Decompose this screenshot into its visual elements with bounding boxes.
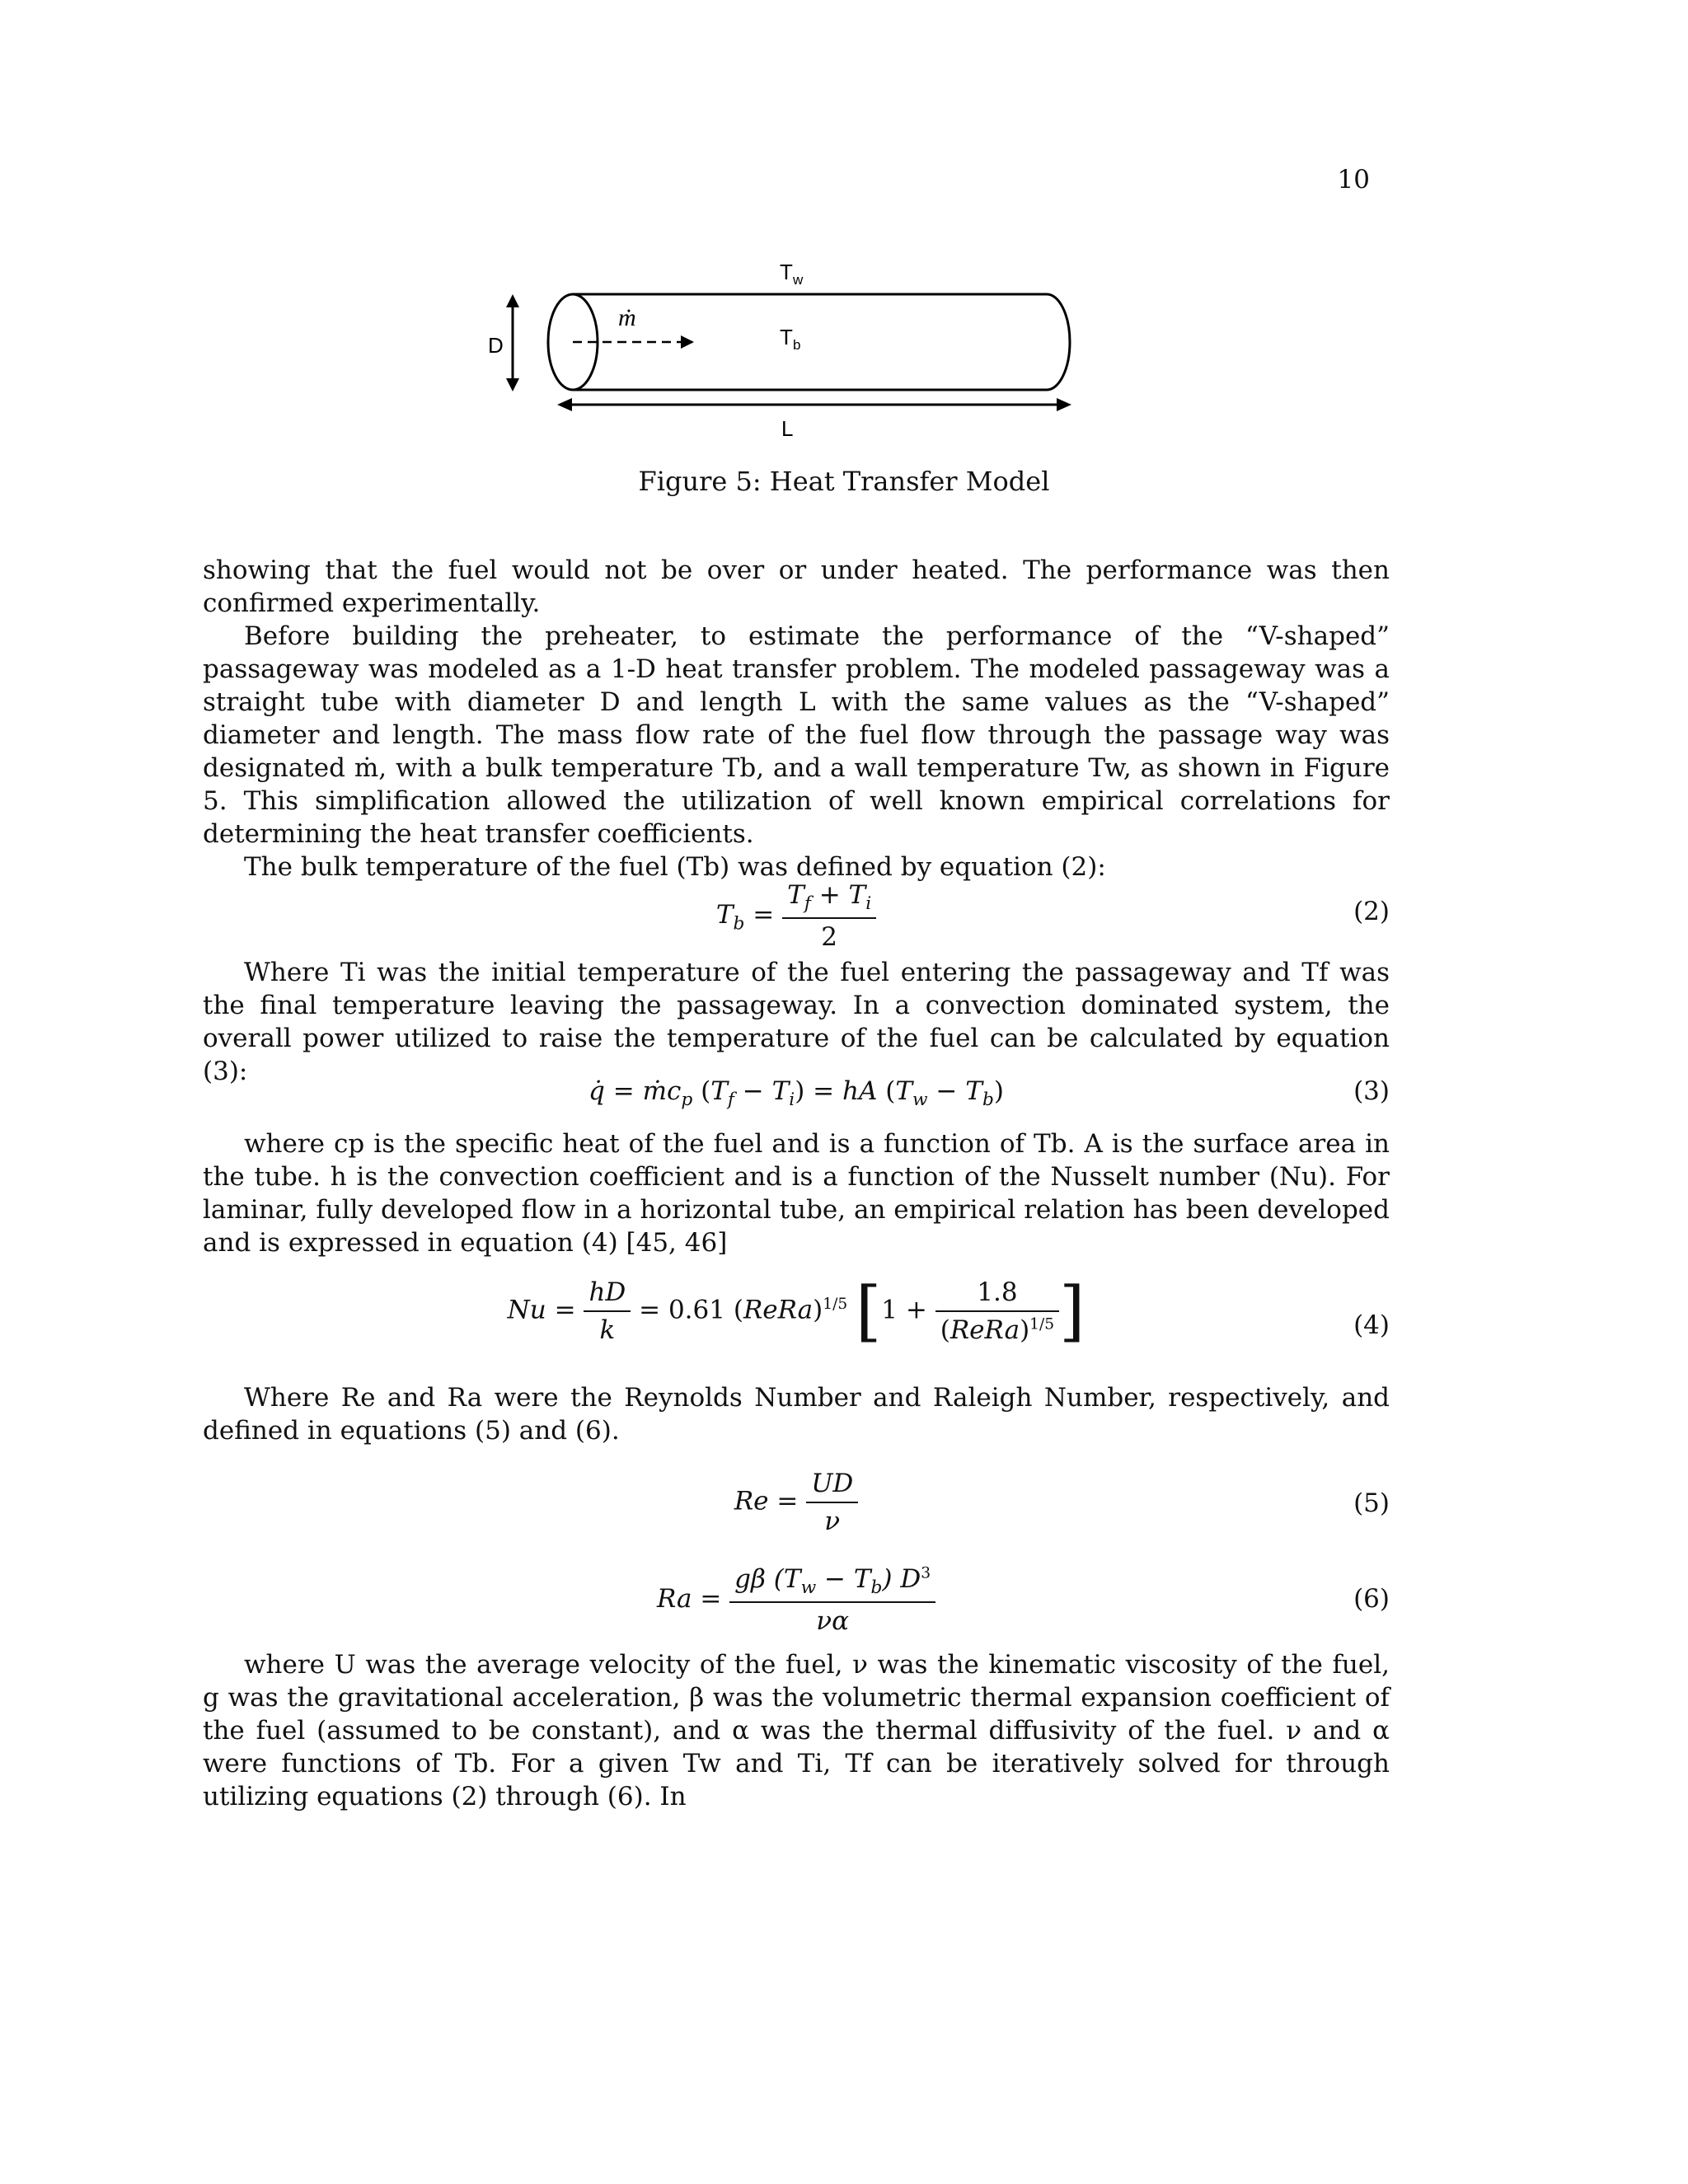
text-block-3 bbox=[203, 1127, 1390, 1259]
paragraph-4: Where Ti was the initial temperature of the fuel entering the passageway and Tf was the final temperature leaving the passageway. In a convection dominated system, the overall power utilized to raise the temperature of the fuel can be calculated by equation (3): bbox=[203, 958, 1390, 1086]
equation-2-number: (2) bbox=[1353, 897, 1390, 926]
mass-flow-arrowhead bbox=[681, 335, 694, 349]
equation-6-body: Ra = $\frac{g\beta (T_w - T_b) D^3}{\nu\alpha}$ bbox=[203, 1564, 1390, 1636]
equation-5-number: (5) bbox=[1353, 1488, 1390, 1518]
equation-5 bbox=[203, 1469, 1390, 1543]
page-number: 10 bbox=[1337, 165, 1370, 194]
text-block-4 bbox=[203, 1381, 1390, 1447]
bulk-temp-sub: b bbox=[793, 337, 801, 353]
diameter-arrowhead-bottom bbox=[506, 378, 519, 391]
equation-2-fraction: $\frac{T_f + T_i}{2}$ bbox=[782, 880, 876, 952]
equation-2 bbox=[203, 880, 1390, 953]
bulk-temp-label: T bbox=[780, 325, 793, 349]
equation-3-number: (3) bbox=[1353, 1076, 1390, 1106]
equation-5-body: Re = $\frac{UD}{\nu}$ bbox=[203, 1469, 1390, 1536]
equation-3-body: q̇ = ṁc$_p$ $(T_f - T_i)$ = hA $(T_w - T_b)$ bbox=[588, 1076, 1004, 1111]
paragraph-3: The bulk temperature of the fuel (Tb) was defined by equation (2): bbox=[244, 852, 1106, 882]
text-block-2 bbox=[203, 956, 1390, 1088]
text-block-1 bbox=[203, 554, 1390, 883]
diameter-arrowhead-top bbox=[506, 294, 519, 307]
equation-4-body: Nu = $\frac{hD}{k}$ = 0.61 (ReRa)$^{1/5}$ [1 + $\frac{1.8}{(ReRa)^{1/5}}$ ] bbox=[507, 1272, 1085, 1349]
paragraph-7: where U was the average velocity of the fuel, ν was the kinematic viscosity of the fuel, g was the gravitational acceleration, β was the volumetric thermal expansion coefficient of the fuel (assumed to be constant), and α was the thermal diffusivity of the fuel. ν and α were functions of Tb. For a given Tw and Ti, Tf can be iteratively solved for through utilizing equations (2) through (6). In bbox=[203, 1650, 1390, 1811]
mass-flow-label: ṁ bbox=[618, 304, 636, 331]
diameter-label: D bbox=[488, 333, 504, 358]
length-label: L bbox=[781, 416, 794, 441]
equation-6 bbox=[203, 1564, 1390, 1638]
tube-diagram bbox=[478, 243, 1104, 457]
wall-temp-sub: w bbox=[793, 272, 804, 288]
paragraph-2: Before building the preheater, to estimate the performance of the “V-shaped” passageway was modeled as a 1-D heat transfer problem. The modeled passageway was a straight tube with diameter D and length L with the same values as the “V-shaped” diameter and length. The mass flow rate of the fuel flow through the passage way was designated ṁ, with a bulk temperature Tb, and a wall temperature Tw, as shown in Figure 5. This simplification allowed the utilization of well known empirical correlations for determining the heat transfer coefficients. bbox=[203, 621, 1390, 849]
length-arrowhead-left bbox=[557, 398, 572, 411]
length-arrowhead-right bbox=[1057, 398, 1071, 411]
text-block-5 bbox=[203, 1648, 1390, 1813]
equation-4 bbox=[203, 1272, 1390, 1368]
figure-caption: Figure 5: Heat Transfer Model bbox=[638, 466, 1050, 497]
paragraph-5: where cp is the specific heat of the fuel and is a function of Tb. A is the surface area in the tube. h is the convection coefficient and is a function of the Nusselt number (Nu). For laminar, fully developed flow in a horizontal tube, an empirical relation has been developed and is expressed in equation (4) [45, 46] bbox=[203, 1129, 1390, 1258]
heat-transfer-figure bbox=[478, 243, 1104, 457]
paragraph-6: Where Re and Ra were the Reynolds Number and Raleigh Number, respectively, and defined in equations (5) and (6). bbox=[203, 1383, 1390, 1446]
wall-temp-label: T bbox=[780, 260, 793, 284]
paragraph-1: showing that the fuel would not be over or under heated. The performance was then confirmed experimentally. bbox=[203, 555, 1390, 618]
equation-6-number: (6) bbox=[1353, 1584, 1390, 1614]
equation-3 bbox=[203, 1076, 1390, 1109]
equation-4-number: (4) bbox=[1353, 1310, 1390, 1340]
equation-2-body: $T_b$ = $\frac{T_f + T_i}{2}$ bbox=[203, 880, 1390, 952]
